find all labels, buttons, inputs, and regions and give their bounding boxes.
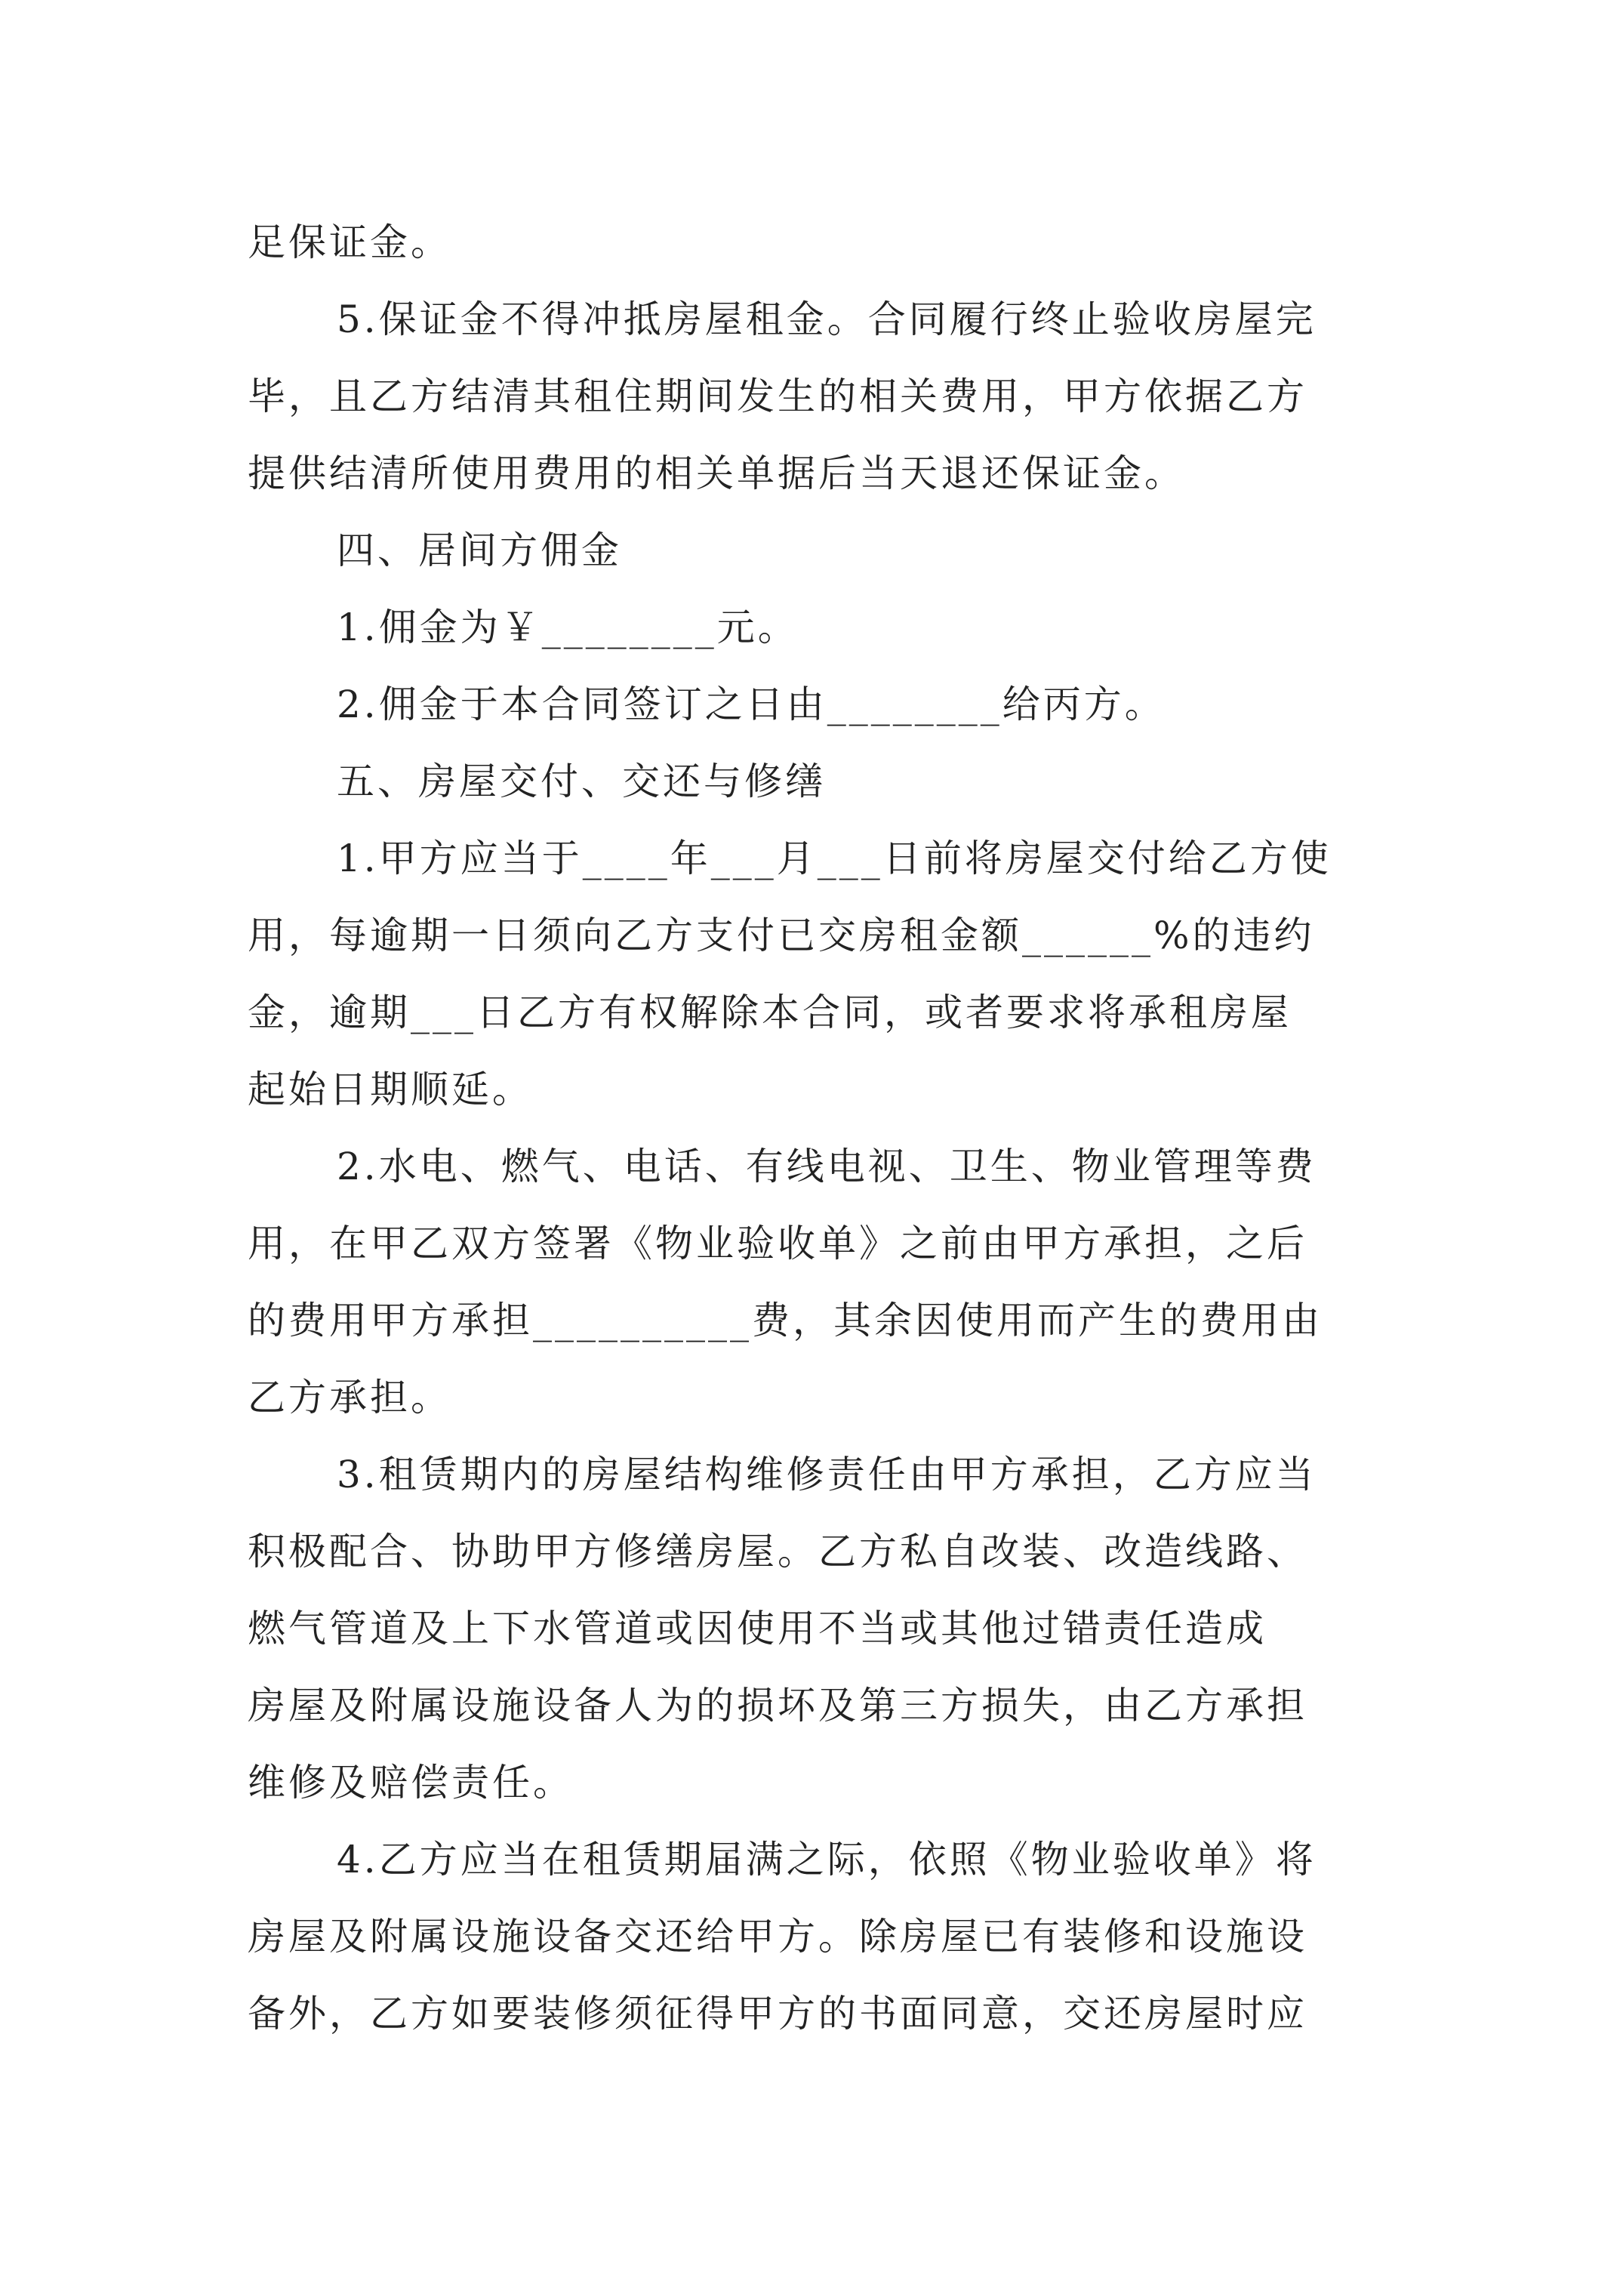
text-line: 积极配合、协助甲方修缮房屋。乙方私自改装、改造线路、 <box>248 1530 1307 1573</box>
document-body <box>248 204 1380 2052</box>
text-line: 房屋及附属设施设备人为的损坏及第三方损失，由乙方承担 <box>248 1684 1307 1727</box>
text-line: 足保证金。 <box>248 220 451 264</box>
text-line: 4.乙方应当在租赁期届满之际，依照《物业验收单》将 <box>337 1838 1317 1881</box>
text-line: 起始日期顺延。 <box>248 1068 533 1111</box>
text-line: 的费用甲方承担__________费，其余因使用而产生的费用由 <box>248 1299 1323 1342</box>
text-line: 用，每逾期一日须向乙方支付已交房租金额______%的违约 <box>248 914 1315 957</box>
text-line: 维修及赔偿责任。 <box>248 1761 574 1804</box>
text-line: 5.保证金不得冲抵房屋租金。合同履行终止验收房屋完 <box>337 297 1317 341</box>
text-line: 1.甲方应当于____年___月___日前将房屋交付给乙方使 <box>337 837 1332 880</box>
text-line: 燃气管道及上下水管道或因使用不当或其他过错责任造成 <box>248 1607 1267 1650</box>
section-heading: 四、居间方佣金 <box>337 529 622 572</box>
text-line: 2.水电、燃气、电话、有线电视、卫生、物业管理等费 <box>337 1145 1317 1188</box>
text-line: 用，在甲乙双方签署《物业验收单》之前由甲方承担，之后 <box>248 1222 1307 1265</box>
text-line: 金，逾期___日乙方有权解除本合同，或者要求将承租房屋 <box>248 991 1292 1034</box>
text-line: 1.佣金为￥________元。 <box>337 606 799 649</box>
text-line: 3.租赁期内的房屋结构维修责任由甲方承担，乙方应当 <box>337 1453 1317 1496</box>
section-heading: 五、房屋交付、交还与修缮 <box>337 760 826 803</box>
text-line: 毕，且乙方结清其租住期间发生的相关费用，甲方依据乙方 <box>248 374 1307 418</box>
text-line: 2.佣金于本合同签订之日由________给丙方。 <box>337 683 1166 726</box>
text-line: 房屋及附属设施设备交还给甲方。除房屋已有装修和设施设 <box>248 1915 1307 1959</box>
text-line: 乙方承担。 <box>248 1376 451 1419</box>
text-line: 提供结清所使用费用的相关单据后当天退还保证金。 <box>248 451 1185 495</box>
text-line: 备外，乙方如要装修须征得甲方的书面同意，交还房屋时应 <box>248 1992 1307 2036</box>
